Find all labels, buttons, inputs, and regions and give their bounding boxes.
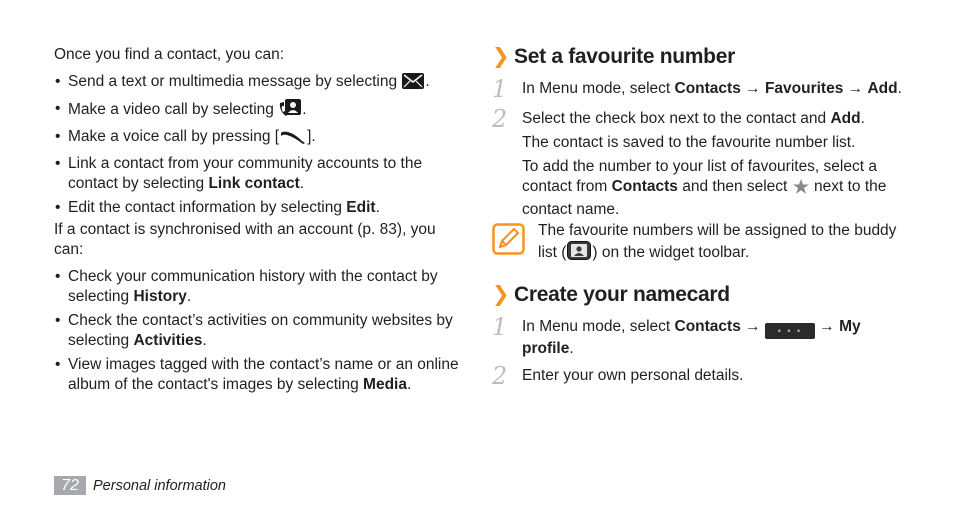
chevron-right-icon: ❯ [492, 45, 510, 68]
note-box: The favourite numbers will be assigned to the buddy list ( ) on the widget toolbar. [492, 221, 912, 266]
star-icon [793, 179, 809, 200]
list-item: • Edit the contact information by selecting Edit. [54, 198, 464, 218]
buddy-list-icon [567, 241, 591, 266]
step-number: 1 [492, 75, 508, 103]
step-1-namecard: 1 In Menu mode, select Contacts → • • • → My profile. [492, 313, 861, 357]
call-key-icon [280, 130, 306, 150]
step-number: 2 [492, 105, 508, 133]
step-2-favourite: 2 Select the check box next to the contact and Add. The contact is saved to the favourite number list. To add the number to your list of favourites, select a contact from Contacts and then select next to the contact name. [492, 105, 887, 218]
page-number: 72 [54, 476, 86, 495]
contact-actions-list [54, 72, 464, 222]
list-item: • Link a contact from your community accounts to the contact by selecting Link contact. [54, 154, 464, 194]
section-title-namecard: ❯ Create your namecard [492, 283, 730, 306]
step-1-favourite: 1 In Menu mode, select Contacts → Favourites → Add. [492, 75, 902, 103]
list-item: • Send a text or multimedia message by selecting . [54, 72, 464, 95]
menu-key-button: • • • [765, 323, 815, 339]
chapter-title: Personal information [93, 478, 226, 494]
list-item: • Make a voice call by pressing [ ]. [54, 127, 464, 150]
intro-text-2: If a contact is synchronised with an account (p. 83), you can: [54, 221, 436, 258]
sync-actions-list [54, 267, 464, 399]
list-item: • Make a video call by selecting . [54, 99, 464, 123]
page-footer [54, 476, 226, 496]
step-number: 1 [492, 313, 508, 341]
video-call-icon [279, 99, 301, 123]
step-number: 2 [492, 362, 508, 390]
chevron-right-icon: ❯ [492, 283, 510, 306]
message-icon [402, 73, 424, 95]
intro-text-1: Once you find a contact, you can: [54, 46, 285, 63]
step-2-namecard: 2 Enter your own personal details. [492, 362, 744, 390]
section-title-favourite: ❯ Set a favourite number [492, 45, 735, 68]
list-item: • Check the contact’s activities on community websites by selecting Activities. [54, 311, 464, 351]
note-icon [492, 223, 526, 261]
list-item: • View images tagged with the contact’s name or an online album of the contact's images by selecting Media. [54, 355, 464, 395]
list-item: • Check your communication history with the contact by selecting History. [54, 267, 464, 307]
